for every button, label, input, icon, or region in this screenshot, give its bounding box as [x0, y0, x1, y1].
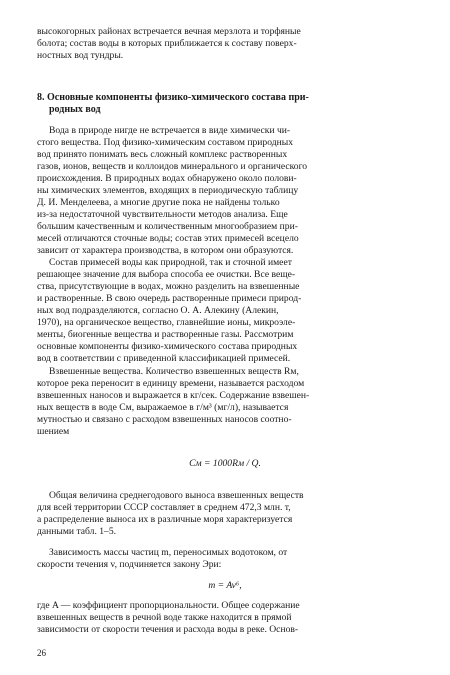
text-line: мутностью и связано с расходом взвешенных наносов соотно- — [37, 414, 292, 425]
text-line: высокогорных районах встречается вечная мерзлота и торфяные — [37, 26, 301, 37]
text-line: где A — коэффициент пропорциональности. Общее содержание — [37, 600, 300, 611]
text-line: газов, ионов, веществ и коллоидов минерального и органического — [37, 161, 308, 172]
text-line: большим качественным и количественным многообразием при- — [37, 221, 298, 232]
page-number: 26 — [37, 648, 46, 658]
text-line: происхождения. В природных водах обнаружено около полови- — [37, 173, 297, 184]
text-line: ных веществ в воде Cм, выражаемое в г/м³ (мг/л), называется — [37, 402, 289, 413]
text-line: Д. И. Менделеева, а многие другие пока не найдены только — [37, 197, 280, 208]
text-line: ны химических элементов, входящих в периодическую таблицу — [37, 185, 299, 196]
text-line: основные компоненты физико-химического состава природных — [37, 341, 298, 352]
section-heading: родных вод — [49, 104, 101, 115]
text-line: решающее значение для выбора способа ее очистки. Все веще- — [37, 269, 296, 280]
text-line: менты, биогенные вещества и растворенные газы. Рассмотрим — [37, 329, 294, 340]
text-line: и растворенные. В свою очередь растворенные примеси природ- — [37, 293, 302, 304]
text-line: Взвешенные вещества. Количество взвешенных веществ Rм, — [49, 366, 299, 377]
text-line: взвешенных наносов и выражается в кг/сек. Содержание взвешен- — [37, 390, 310, 401]
text-line: зависит от характера производства, в котором они образуются. — [37, 245, 294, 256]
text-line: вод в соответствии с приведенной классификацией примесей. — [37, 353, 291, 364]
text-line: вод принято понимать весь сложный комплекс растворенных — [37, 149, 288, 160]
text-line: для всей территории СССР составляет в среднем 472,3 млн. т, — [37, 502, 291, 513]
section-heading: 8. Основные компоненты физико-химического состава при- — [37, 92, 309, 103]
text-line: месей отличаются сточные воды; состав этих примесей всецело — [37, 233, 299, 244]
text-line: Зависимость массы частиц m, переносимых водотоком, от — [49, 547, 288, 558]
text-line: Общая величина среднегодового выноса взвешенных веществ — [49, 490, 304, 501]
text-line: данными табл. 1–5. — [37, 526, 117, 537]
text-line: скорости течения v, подчиняется закону Эри: — [37, 559, 222, 570]
text-line: шением — [37, 426, 70, 437]
text-line: зависимости от скорости течения и расхода воды в реке. Основ- — [37, 624, 299, 635]
text-line: которое река переносит в единицу времени, называется расходом — [37, 378, 305, 389]
text-line: болота; состав воды в которых приближается к составу поверх- — [37, 38, 297, 49]
text-line: а распределение выноса их в различные моря характеризуется — [37, 514, 293, 525]
text-line: Состав примесей воды как природной, так и сточной имеет — [49, 257, 292, 268]
text-line: ства, присутствующие в водах, можно разделить на взвешенные — [37, 281, 300, 292]
text-line: взвешенных веществ в речной воде также находится в прямой — [37, 612, 292, 623]
text-line: ностных вод тундры. — [37, 50, 124, 61]
formula: Cм = 1000Rм / Q. — [189, 458, 261, 469]
text-line: из-за недостаточной чувствительности методов анализа. Еще — [37, 209, 288, 220]
text-line: стого вещества. Под физико-химическим составом природных — [37, 137, 293, 148]
text-line: Вода в природе нигде не встречается в виде химически чи- — [49, 125, 291, 136]
text-line: 1970), на органическое вещество, главнейшие ионы, микроэле- — [37, 317, 296, 328]
text-line: ных вод подразделяются, согласно О. А. Алекину (Алекин, — [37, 305, 279, 316]
formula: m = Av⁶, — [208, 580, 242, 591]
